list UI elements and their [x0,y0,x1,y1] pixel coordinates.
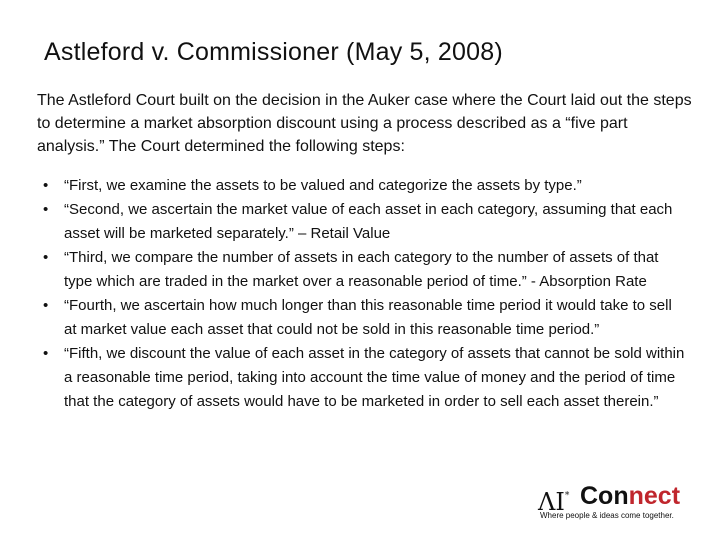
list-item [37,174,687,198]
bullet-icon: • [43,249,49,266]
logo-mark-asterisk: * [564,491,570,501]
logo-wordmark [580,482,680,510]
logo-word-red: nect [628,482,681,510]
list-item [37,246,687,294]
steps-list [37,174,687,414]
ai-connect-logo [538,482,698,524]
slide-title: Astleford v. Commissioner (May 5, 2008) [44,38,503,66]
bullet-icon: • [43,297,49,314]
list-item [37,198,687,246]
logo-word-dark: Con [580,482,629,510]
list-item [37,294,687,342]
step-text: “Second, we ascertain the market value of each asset in each category, assuming that each asset will be marketed separately.” – Retail Value [64,201,673,242]
logo-mark-letters: ΛI [538,488,565,516]
bullet-icon: • [43,201,49,218]
bullet-icon: • [43,345,49,362]
step-text: “Fifth, we discount the value of each asset in the category of assets that cannot be sold within a reasonable time period, taking into account the time value of money and the period of time that the category of assets would have to be marketed in order to sell each asset therein.” [64,345,685,410]
step-text: “Third, we compare the number of assets in each category to the number of assets of that type which are traded in the market over a reasonable period of time.” - Absorption Rate [64,249,659,290]
step-text: “First, we examine the assets to be valued and categorize the assets by type.” [64,177,582,194]
bullet-icon: • [43,177,49,194]
logo-tagline: Where people & ideas come together. [540,511,674,520]
list-item [37,342,687,414]
intro-paragraph: The Astleford Court built on the decision in the Auker case where the Court laid out the steps to determine a market absorption discount using a process described as a “five part analysis.” The Court determined the following steps: [37,92,692,155]
step-text: “Fourth, we ascertain how much longer than this reasonable time period it would take to sell at market value each asset that could not be sold in this reasonable time period.” [64,297,672,338]
